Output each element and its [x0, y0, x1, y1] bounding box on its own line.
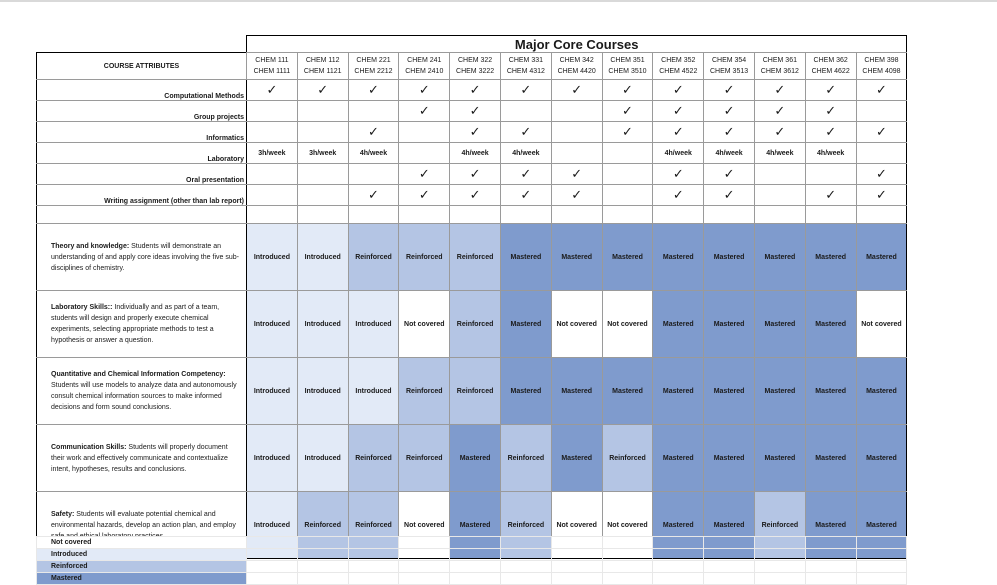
- legend-blank-cell: [450, 573, 501, 585]
- legend-blank-cell: [348, 573, 399, 585]
- course-header: [602, 53, 653, 80]
- attribute-cell: 3h/week: [297, 143, 348, 164]
- check-mark-icon: ✓: [551, 185, 602, 206]
- legend-blank-cell: [856, 537, 907, 549]
- level-cell: Mastered: [653, 358, 704, 425]
- top-divider: [0, 0, 997, 2]
- course-header: [754, 53, 805, 80]
- outcome-row: [37, 358, 907, 425]
- level-cell: Mastered: [551, 358, 602, 425]
- spacer-cell: [704, 206, 755, 224]
- legend-table: [36, 536, 907, 585]
- course-header: [551, 53, 602, 80]
- legend-swatch-introduced: Introduced: [37, 549, 247, 561]
- level-cell: Reinforced: [399, 425, 450, 492]
- course-code-secondary: CHEM 4420: [557, 68, 596, 75]
- course-code-secondary: CHEM 3612: [760, 68, 799, 75]
- legend-blank-cell: [399, 561, 450, 573]
- attribute-cell: [602, 185, 653, 206]
- outcome-description: [37, 358, 247, 425]
- level-cell: Mastered: [653, 492, 704, 559]
- course-code-secondary: CHEM 4312: [506, 68, 545, 75]
- course-code-primary: CHEM 351: [610, 57, 645, 64]
- course-header: [450, 53, 501, 80]
- outcome-description: [37, 425, 247, 492]
- course-code-secondary: CHEM 2410: [405, 68, 444, 75]
- attribute-cell: [754, 185, 805, 206]
- course-code-secondary: CHEM 1111: [253, 68, 291, 75]
- check-mark-icon: ✓: [602, 101, 653, 122]
- legend-blank-cell: [704, 537, 755, 549]
- level-cell: Mastered: [602, 224, 653, 291]
- level-cell: Mastered: [805, 425, 856, 492]
- check-mark-icon: ✓: [348, 80, 399, 101]
- check-mark-icon: ✓: [805, 80, 856, 101]
- legend-blank-cell: [247, 549, 298, 561]
- level-cell: Mastered: [551, 224, 602, 291]
- check-mark-icon: ✓: [856, 185, 907, 206]
- level-cell: Introduced: [297, 358, 348, 425]
- legend-swatch-not-covered: Not covered: [37, 537, 247, 549]
- level-cell: Mastered: [704, 291, 755, 358]
- level-cell: Not covered: [551, 492, 602, 559]
- outcome-title: Safety:: [51, 510, 75, 518]
- legend-blank-cell: [653, 549, 704, 561]
- course-header: [297, 53, 348, 80]
- title-corner: [37, 36, 247, 53]
- level-cell: Mastered: [704, 224, 755, 291]
- attribute-cell: 4h/week: [805, 143, 856, 164]
- legend-row: [37, 537, 907, 549]
- level-cell: Not covered: [551, 291, 602, 358]
- legend-blank-cell: [551, 573, 602, 585]
- level-cell: Mastered: [856, 425, 907, 492]
- check-mark-icon: ✓: [704, 80, 755, 101]
- legend-blank-cell: [551, 561, 602, 573]
- legend-blank-cell: [805, 561, 856, 573]
- legend-blank-cell: [653, 573, 704, 585]
- level-cell: Reinforced: [348, 492, 399, 559]
- attribute-cell: [500, 101, 551, 122]
- level-cell: Mastered: [704, 425, 755, 492]
- attribute-cell: [856, 143, 907, 164]
- legend-blank-cell: [500, 537, 551, 549]
- level-cell: Mastered: [704, 492, 755, 559]
- level-cell: Mastered: [856, 224, 907, 291]
- attribute-row: [37, 122, 907, 143]
- check-mark-icon: ✓: [399, 185, 450, 206]
- level-cell: Introduced: [348, 358, 399, 425]
- check-mark-icon: ✓: [704, 101, 755, 122]
- level-cell: Mastered: [754, 291, 805, 358]
- legend-blank-cell: [602, 537, 653, 549]
- legend-blank-cell: [399, 549, 450, 561]
- course-code-secondary: CHEM 1121: [303, 68, 342, 75]
- legend: [36, 536, 907, 585]
- check-mark-icon: ✓: [450, 80, 501, 101]
- outcome-text: Students will properly document their work and effectively communicate and contextualize intent, hypotheses, results and conclusions.: [51, 443, 228, 473]
- level-cell: Mastered: [856, 492, 907, 559]
- attribute-cell: [551, 122, 602, 143]
- spacer-cell: [247, 206, 298, 224]
- level-cell: Mastered: [805, 224, 856, 291]
- spacer-cell: [602, 206, 653, 224]
- level-cell: Reinforced: [602, 425, 653, 492]
- attribute-cell: 4h/week: [653, 143, 704, 164]
- legend-blank-cell: [856, 573, 907, 585]
- level-cell: Reinforced: [500, 492, 551, 559]
- legend-blank-cell: [500, 573, 551, 585]
- level-cell: Not covered: [602, 492, 653, 559]
- legend-blank-cell: [297, 573, 348, 585]
- check-mark-icon: ✓: [856, 164, 907, 185]
- legend-blank-cell: [399, 537, 450, 549]
- level-cell: Introduced: [247, 358, 298, 425]
- legend-blank-cell: [450, 537, 501, 549]
- curriculum-matrix-table: [36, 35, 907, 559]
- level-cell: Mastered: [805, 358, 856, 425]
- course-code-primary: CHEM 221: [356, 57, 391, 64]
- check-mark-icon: ✓: [754, 101, 805, 122]
- spacer-cell: [754, 206, 805, 224]
- spacer-cell: [551, 206, 602, 224]
- legend-blank-cell: [551, 549, 602, 561]
- attribute-cell: [399, 122, 450, 143]
- level-cell: Not covered: [856, 291, 907, 358]
- legend-blank-cell: [602, 549, 653, 561]
- attribute-cell: [551, 143, 602, 164]
- attribute-cell: [247, 164, 298, 185]
- legend-row: [37, 549, 907, 561]
- course-code-secondary: CHEM 3222: [456, 68, 495, 75]
- level-cell: Mastered: [653, 224, 704, 291]
- spacer-cell: [450, 206, 501, 224]
- legend-blank-cell: [450, 549, 501, 561]
- level-cell: Mastered: [754, 358, 805, 425]
- course-code-secondary: CHEM 4622: [811, 68, 850, 75]
- course-code-secondary: CHEM 3513: [710, 68, 749, 75]
- legend-blank-cell: [704, 573, 755, 585]
- page-title: Major Core Courses: [247, 36, 907, 53]
- attribute-cell: [805, 164, 856, 185]
- legend-blank-cell: [500, 549, 551, 561]
- level-cell: Introduced: [348, 291, 399, 358]
- check-mark-icon: ✓: [500, 122, 551, 143]
- attribute-cell: [856, 101, 907, 122]
- course-header: [399, 53, 450, 80]
- course-code-primary: CHEM 331: [508, 57, 543, 64]
- legend-blank-cell: [348, 549, 399, 561]
- attribute-row: [37, 80, 907, 101]
- attribute-label: Writing assignment (other than lab report): [37, 185, 247, 206]
- check-mark-icon: ✓: [450, 122, 501, 143]
- legend-blank-cell: [500, 561, 551, 573]
- check-mark-icon: ✓: [704, 122, 755, 143]
- check-mark-icon: ✓: [348, 185, 399, 206]
- check-mark-icon: ✓: [704, 164, 755, 185]
- legend-swatch-mastered: Mastered: [37, 573, 247, 585]
- outcome-text: Students will evaluate potential chemical and environmental hazards, develop an action plan, and employ: [51, 510, 236, 529]
- course-code-primary: CHEM 398: [864, 57, 899, 64]
- level-cell: Mastered: [500, 358, 551, 425]
- check-mark-icon: ✓: [653, 185, 704, 206]
- course-header: [500, 53, 551, 80]
- check-mark-icon: ✓: [450, 164, 501, 185]
- legend-blank-cell: [247, 537, 298, 549]
- title-row: [37, 36, 907, 53]
- outcome-text: Individually and as part of a team, students will design and properly execute chemical experiments, selecting appropriate methods to test a hypothesis or answer a question.: [51, 304, 220, 344]
- spacer-cell: [805, 206, 856, 224]
- legend-blank-cell: [754, 549, 805, 561]
- legend-blank-cell: [704, 549, 755, 561]
- level-cell: Introduced: [247, 492, 298, 559]
- legend-blank-cell: [297, 561, 348, 573]
- legend-blank-cell: [805, 537, 856, 549]
- check-mark-icon: ✓: [348, 122, 399, 143]
- curriculum-matrix-sheet: [36, 35, 907, 559]
- legend-swatch-reinforced: Reinforced: [37, 561, 247, 573]
- legend-blank-cell: [348, 561, 399, 573]
- legend-blank-cell: [754, 573, 805, 585]
- check-mark-icon: ✓: [653, 164, 704, 185]
- course-header: [247, 53, 298, 80]
- course-code-primary: CHEM 361: [762, 57, 797, 64]
- level-cell: Reinforced: [450, 358, 501, 425]
- attribute-cell: [602, 143, 653, 164]
- attribute-cell: [247, 101, 298, 122]
- level-cell: Reinforced: [399, 224, 450, 291]
- level-cell: Introduced: [297, 224, 348, 291]
- level-cell: Introduced: [297, 425, 348, 492]
- spacer-cell: [297, 206, 348, 224]
- course-code-primary: CHEM 241: [407, 57, 442, 64]
- check-mark-icon: ✓: [500, 80, 551, 101]
- legend-blank-cell: [247, 573, 298, 585]
- level-cell: Reinforced: [500, 425, 551, 492]
- check-mark-icon: ✓: [399, 80, 450, 101]
- level-cell: Reinforced: [348, 425, 399, 492]
- legend-blank-cell: [348, 537, 399, 549]
- legend-blank-cell: [297, 537, 348, 549]
- level-cell: Reinforced: [348, 224, 399, 291]
- check-mark-icon: ✓: [653, 122, 704, 143]
- outcome-title: Laboratory Skills::: [51, 304, 113, 311]
- check-mark-icon: ✓: [856, 122, 907, 143]
- legend-blank-cell: [805, 573, 856, 585]
- course-header: [348, 53, 399, 80]
- legend-blank-cell: [551, 537, 602, 549]
- level-cell: Introduced: [297, 291, 348, 358]
- outcome-description: [37, 291, 247, 358]
- attribute-label: Computational Methods: [37, 80, 247, 101]
- check-mark-icon: ✓: [450, 101, 501, 122]
- spacer-cell: [653, 206, 704, 224]
- check-mark-icon: ✓: [653, 101, 704, 122]
- course-header: [856, 53, 907, 80]
- course-code-primary: CHEM 362: [813, 57, 848, 64]
- level-cell: Mastered: [551, 425, 602, 492]
- level-cell: Mastered: [754, 224, 805, 291]
- course-code-primary: CHEM 352: [661, 57, 696, 64]
- spacer-row: [37, 206, 907, 224]
- attribute-row: [37, 185, 907, 206]
- attribute-cell: [247, 122, 298, 143]
- check-mark-icon: ✓: [856, 80, 907, 101]
- course-header: [805, 53, 856, 80]
- attribute-cell: [602, 164, 653, 185]
- check-mark-icon: ✓: [704, 185, 755, 206]
- attribute-cell: [348, 164, 399, 185]
- spacer-cell: [399, 206, 450, 224]
- attribute-label: Oral presentation: [37, 164, 247, 185]
- check-mark-icon: ✓: [399, 101, 450, 122]
- outcome-title: Quantitative and Chemical Information Competency:: [51, 371, 226, 378]
- level-cell: Mastered: [653, 425, 704, 492]
- attribute-row: [37, 143, 907, 164]
- level-cell: Mastered: [805, 291, 856, 358]
- course-code-secondary: CHEM 2212: [354, 68, 393, 75]
- outcome-title: Communication Skills:: [51, 443, 127, 451]
- attribute-cell: 4h/week: [450, 143, 501, 164]
- course-code-primary: CHEM 112: [305, 57, 340, 64]
- legend-blank-cell: [856, 561, 907, 573]
- legend-blank-cell: [399, 573, 450, 585]
- course-header: [653, 53, 704, 80]
- course-code-primary: CHEM 322: [457, 57, 493, 64]
- check-mark-icon: ✓: [653, 80, 704, 101]
- level-cell: Mastered: [856, 358, 907, 425]
- outcome-row: [37, 291, 907, 358]
- level-cell: Not covered: [399, 291, 450, 358]
- check-mark-icon: ✓: [754, 80, 805, 101]
- legend-blank-cell: [653, 561, 704, 573]
- attribute-label: Informatics: [37, 122, 247, 143]
- attribute-cell: 4h/week: [754, 143, 805, 164]
- attribute-cell: [348, 101, 399, 122]
- check-mark-icon: ✓: [500, 185, 551, 206]
- attributes-header: COURSE ATTRIBUTES: [37, 53, 247, 80]
- level-cell: Reinforced: [297, 492, 348, 559]
- check-mark-icon: ✓: [551, 164, 602, 185]
- attribute-cell: 4h/week: [348, 143, 399, 164]
- check-mark-icon: ✓: [500, 164, 551, 185]
- attribute-row: [37, 164, 907, 185]
- check-mark-icon: ✓: [450, 185, 501, 206]
- level-cell: Not covered: [399, 492, 450, 559]
- level-cell: Reinforced: [399, 358, 450, 425]
- level-cell: Mastered: [450, 425, 501, 492]
- attribute-label: Laboratory: [37, 143, 247, 164]
- attribute-cell: 4h/week: [500, 143, 551, 164]
- check-mark-icon: ✓: [754, 122, 805, 143]
- legend-blank-cell: [297, 549, 348, 561]
- legend-blank-cell: [805, 549, 856, 561]
- course-code-secondary: CHEM 3510: [608, 68, 647, 75]
- attribute-cell: 3h/week: [247, 143, 298, 164]
- outcome-title: Theory and knowledge:: [51, 242, 130, 250]
- level-cell: Not covered: [602, 291, 653, 358]
- legend-blank-cell: [247, 561, 298, 573]
- attribute-cell: [297, 101, 348, 122]
- legend-blank-cell: [856, 549, 907, 561]
- attribute-cell: [551, 101, 602, 122]
- attribute-row: [37, 101, 907, 122]
- legend-blank-cell: [704, 561, 755, 573]
- outcome-row: [37, 224, 907, 291]
- check-mark-icon: ✓: [297, 80, 348, 101]
- course-code-secondary: CHEM 4522: [659, 68, 698, 75]
- course-code-primary: CHEM 354: [711, 57, 747, 64]
- level-cell: Mastered: [500, 291, 551, 358]
- check-mark-icon: ✓: [399, 164, 450, 185]
- outcome-text: Students will use models to analyze data and autonomously consult chemical information sources to make informed decisions and form sound conclusions.: [51, 382, 237, 411]
- legend-blank-cell: [754, 561, 805, 573]
- legend-blank-cell: [602, 573, 653, 585]
- outcome-description: [37, 224, 247, 291]
- legend-blank-cell: [450, 561, 501, 573]
- course-header-row: [37, 53, 907, 80]
- level-cell: Introduced: [247, 224, 298, 291]
- level-cell: Introduced: [247, 425, 298, 492]
- level-cell: Mastered: [653, 291, 704, 358]
- attribute-cell: [399, 143, 450, 164]
- legend-blank-cell: [602, 561, 653, 573]
- level-cell: Reinforced: [450, 291, 501, 358]
- course-code-primary: CHEM 342: [559, 57, 594, 64]
- spacer-cell: [37, 206, 247, 224]
- level-cell: Mastered: [450, 492, 501, 559]
- attribute-cell: 4h/week: [704, 143, 755, 164]
- check-mark-icon: ✓: [247, 80, 298, 101]
- level-cell: Mastered: [704, 358, 755, 425]
- attribute-cell: [297, 185, 348, 206]
- legend-blank-cell: [754, 537, 805, 549]
- spacer-cell: [856, 206, 907, 224]
- outcome-text: Students will demonstrate an understanding of and apply core ideas involving the five sub-disciplines of chemistry.: [51, 242, 239, 272]
- level-cell: Reinforced: [754, 492, 805, 559]
- attribute-cell: [247, 185, 298, 206]
- check-mark-icon: ✓: [602, 122, 653, 143]
- outcome-row: [37, 425, 907, 492]
- check-mark-icon: ✓: [602, 80, 653, 101]
- level-cell: Mastered: [500, 224, 551, 291]
- level-cell: Mastered: [602, 358, 653, 425]
- check-mark-icon: ✓: [805, 122, 856, 143]
- check-mark-icon: ✓: [805, 185, 856, 206]
- level-cell: Mastered: [805, 492, 856, 559]
- course-code-primary: CHEM 111: [255, 57, 289, 64]
- course-header: [704, 53, 755, 80]
- level-cell: Mastered: [754, 425, 805, 492]
- legend-blank-cell: [653, 537, 704, 549]
- level-cell: Reinforced: [450, 224, 501, 291]
- legend-row: [37, 561, 907, 573]
- check-mark-icon: ✓: [805, 101, 856, 122]
- spacer-cell: [348, 206, 399, 224]
- level-cell: Introduced: [247, 291, 298, 358]
- attribute-cell: [754, 164, 805, 185]
- attribute-cell: [297, 164, 348, 185]
- spacer-cell: [500, 206, 551, 224]
- legend-row: [37, 573, 907, 585]
- check-mark-icon: ✓: [551, 80, 602, 101]
- attribute-cell: [297, 122, 348, 143]
- attribute-label: Group projects: [37, 101, 247, 122]
- course-code-secondary: CHEM 4098: [862, 68, 901, 75]
